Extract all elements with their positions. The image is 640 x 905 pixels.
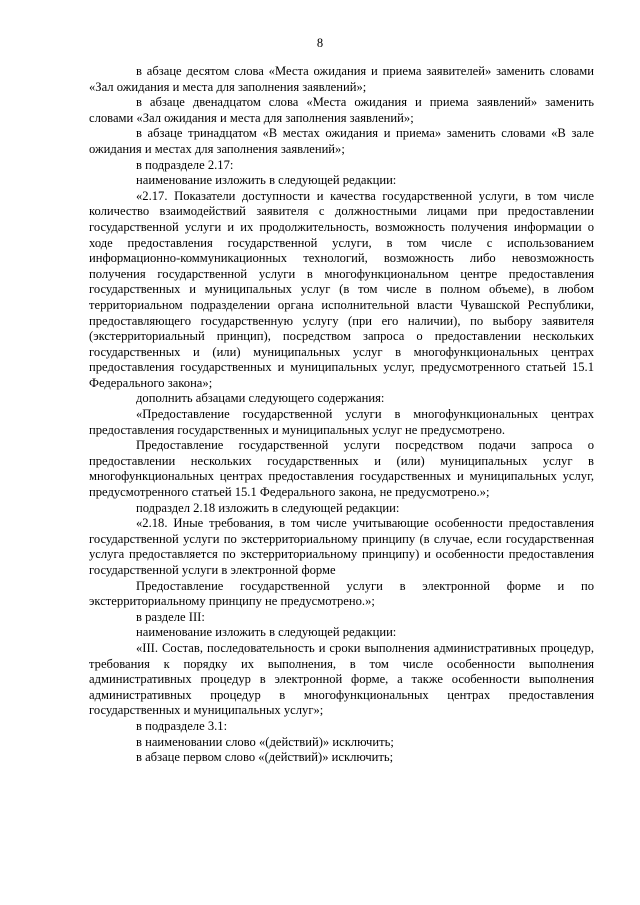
- paragraph: «III. Состав, последовательность и сроки выполнения административных процедур, требования к порядку их выполнения, в том числе особенности выполнения административных процедур в электронной форме, а также особенности выполнения административных процедур в многофункциональных центрах предоставления государственных и муниципальных услуг»;: [89, 640, 594, 718]
- paragraph: «2.17. Показатели доступности и качества государственной услуги, в том числе количество взаимодействий заявителя с должностными лицами при предоставлении государственной услуги и их продолжительность, возможность получения информации о ходе предоставления государственной услуги, в том числе с использованием информационно-коммуникационных технологий, возможность либо невозможность получения государственной услуги в многофункциональном центре предоставления государственных и муниципальных услуг (в том числе в полном объеме), в любом территориальном подразделении органа исполнительной власти Чувашской Республики, предоставляющего государственную услугу (при его наличии), по выбору заявителя (экстерриториальный принцип), посредством запроса о предоставлении нескольких государственных и (или) муниципальных услуг в многофункциональных центрах предоставления государственных и муниципальных услуг, предусмотренного статьей 15.1 Федерального закона»;: [89, 188, 594, 390]
- paragraph: в абзаце тринадцатом «В местах ожидания и приема» заменить словами «В зале ожидания и местах для заполнения заявлений»;: [89, 126, 594, 156]
- paragraph: «Предоставление государственной услуги в многофункциональных центрах предоставления государственных и муниципальных услуг не предусмотрено.: [89, 407, 594, 437]
- paragraph: подраздел 2.18 изложить в следующей редакции:: [136, 500, 400, 515]
- paragraph: в абзаце первом слово «(действий)» исключить;: [136, 750, 394, 765]
- paragraph: «2.18. Иные требования, в том числе учитывающие особенности предоставления государственной услуги по экстерриториальному принципу (в случае, если государственная услуга предоставляется по экстерриториальному принципу) и особенности предоставления государственной услуги в электронной форме: [89, 516, 594, 577]
- paragraph: наименование изложить в следующей редакции:: [136, 625, 397, 640]
- paragraph: в подразделе 2.17:: [136, 157, 234, 172]
- paragraph: в абзаце двенадцатом слова «Места ожидания и приема заявлений» заменить словами «Зал ожидания и места для заполнения заявлений»;: [89, 95, 594, 125]
- document-body: [89, 64, 594, 766]
- paragraph: Предоставление государственной услуги в электронной форме и по экстерриториальному принципу не предусмотрено.»;: [89, 578, 594, 609]
- paragraph: в подразделе 3.1:: [136, 718, 228, 733]
- paragraph: дополнить абзацами следующего содержания:: [136, 391, 385, 406]
- paragraph: в наименовании слово «(действий)» исключить;: [136, 734, 394, 749]
- page-number: 8: [316, 36, 324, 50]
- paragraph: в абзаце десятом слова «Места ожидания и приема заявителей» заменить словами «Зал ожидания и места для заполнения заявлений»;: [89, 64, 594, 94]
- paragraph: Предоставление государственной услуги посредством подачи запроса о предоставлении нескольких государственных и (или) муниципальных услуг в многофункциональных центрах предоставления государственных и муниципальных услуг, предусмотренного статьей 15.1 Федерального закона, не предусмотрено.»;: [89, 438, 594, 500]
- paragraph: в разделе III:: [136, 609, 205, 624]
- paragraph: наименование изложить в следующей редакции:: [136, 173, 397, 188]
